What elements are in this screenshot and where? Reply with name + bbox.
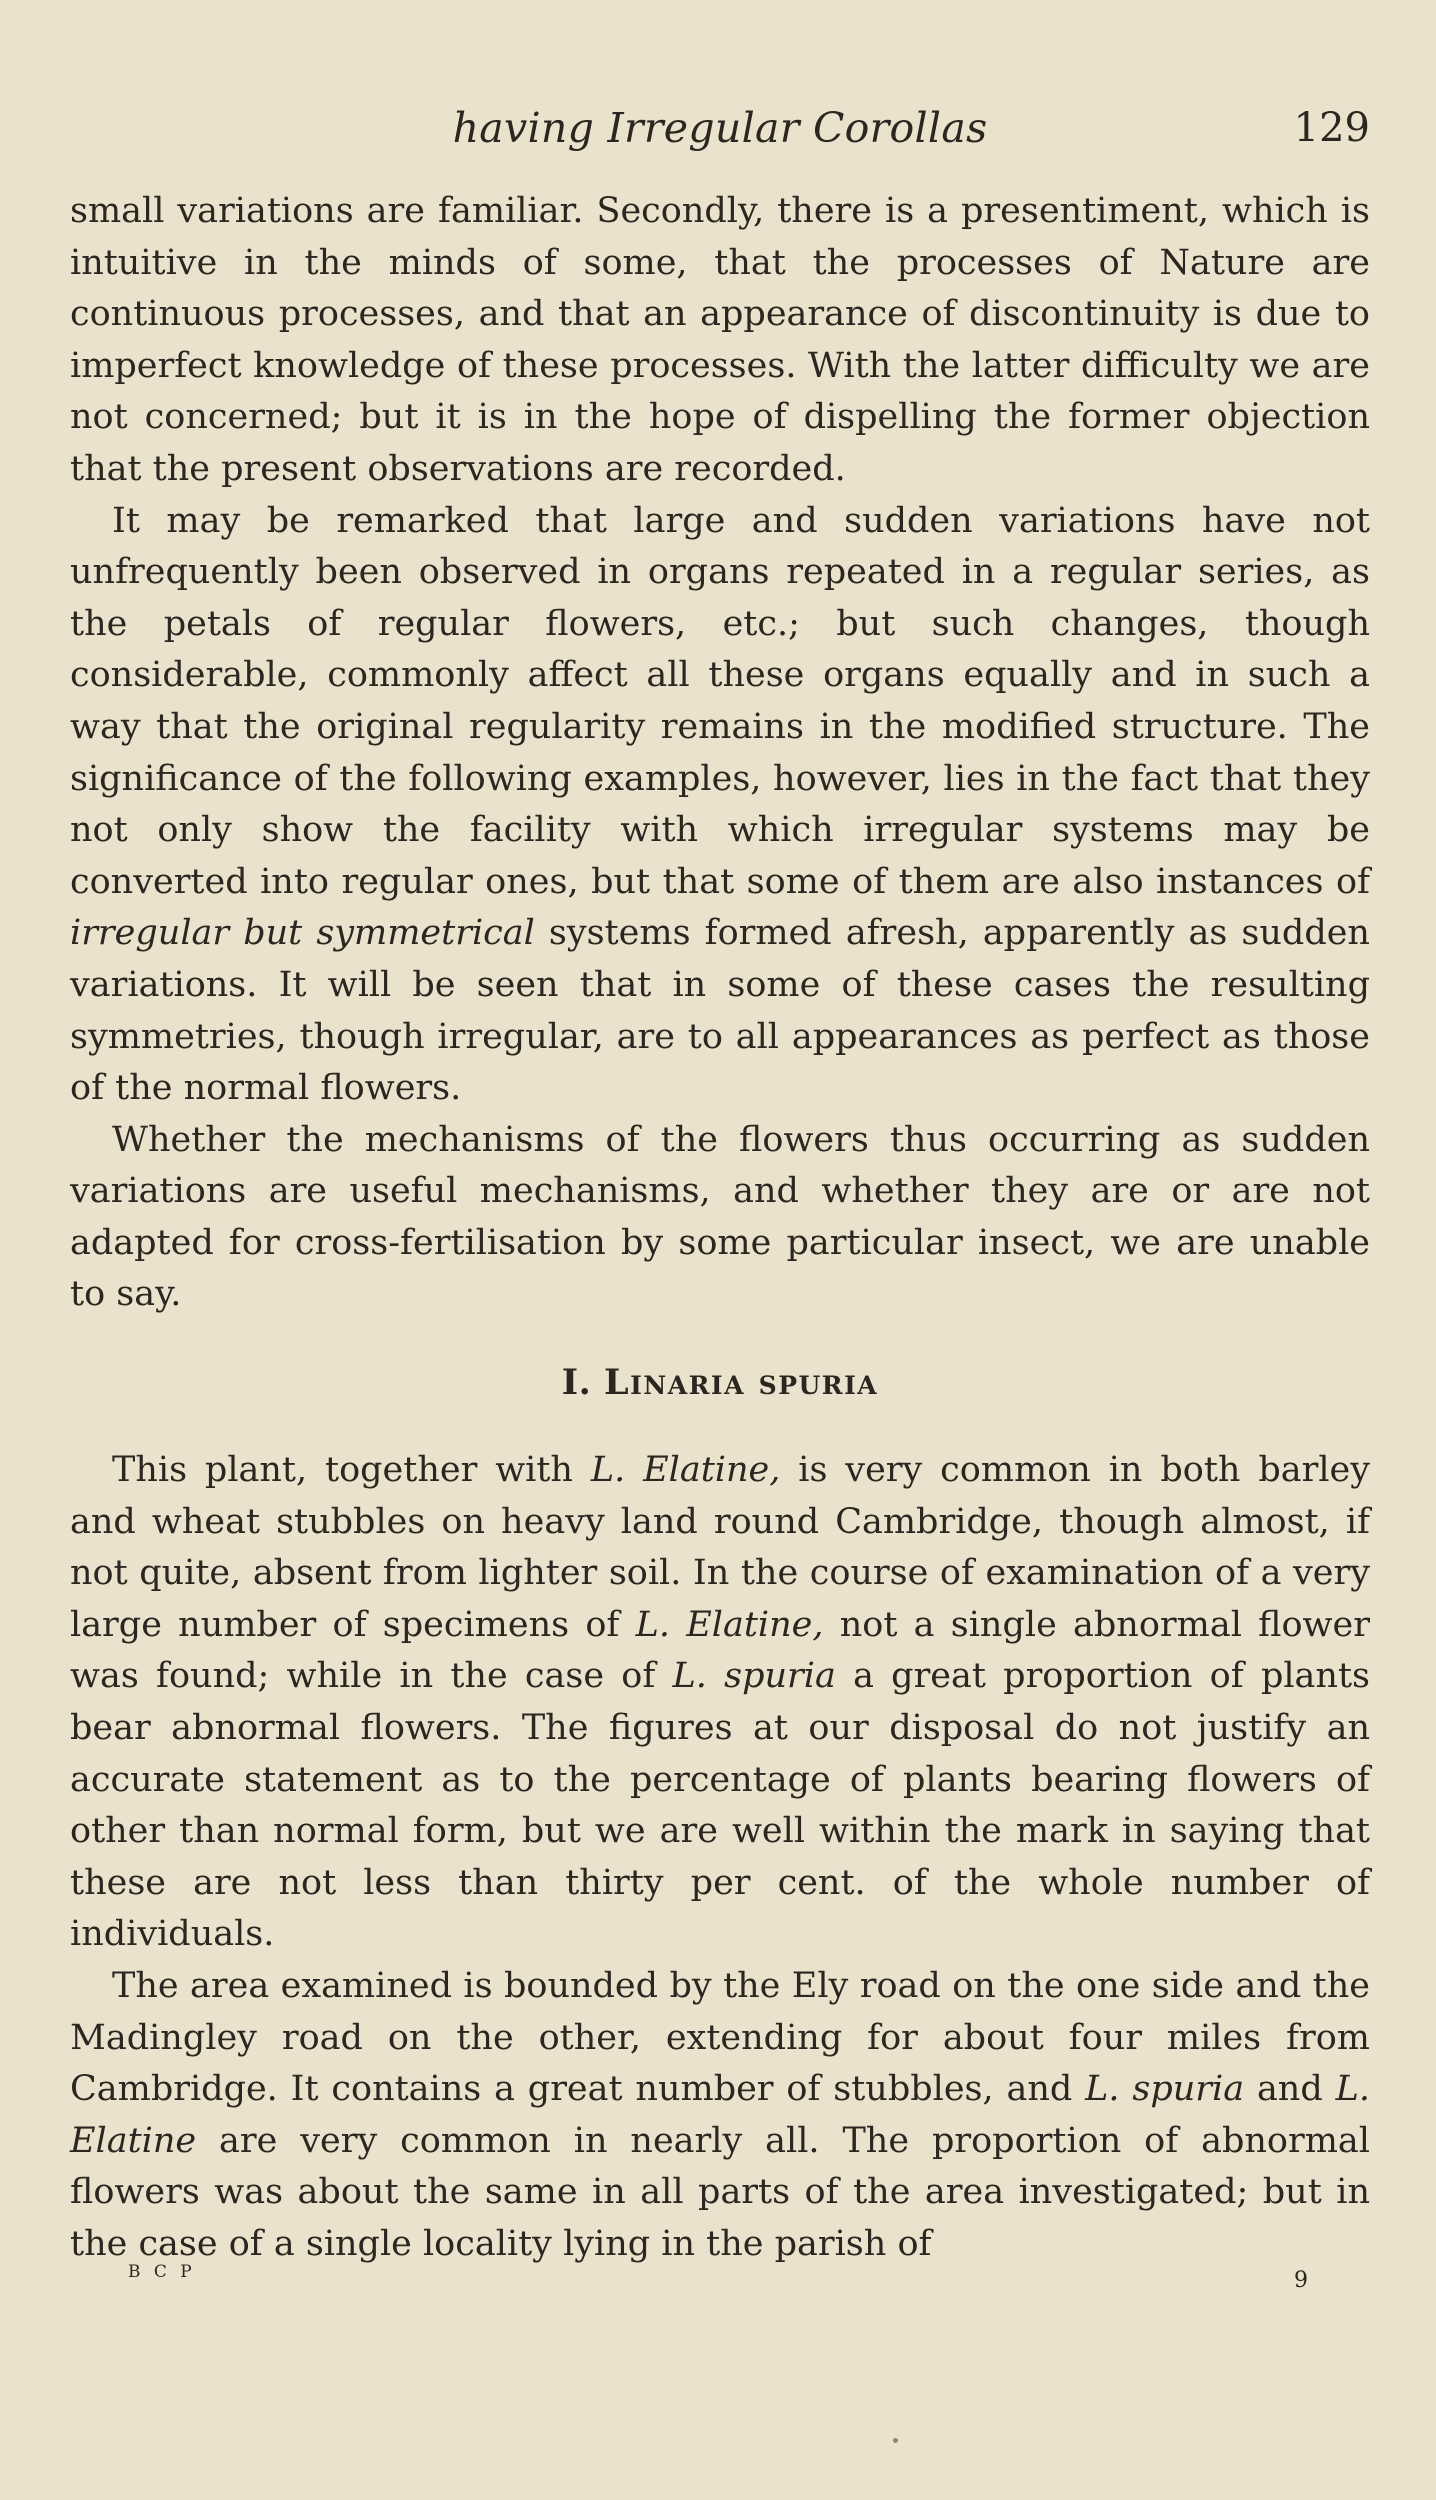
section-heading bbox=[70, 1357, 1370, 1409]
species-name-spuria: L. spuria bbox=[672, 1656, 836, 1697]
paragraph-3-text: Whether the mechanisms of the flowers thus occurring as sudden variations are useful mechanisms, and whether they are or are not adapted for cross-fertilisation by some particular insect, we are unable to say. bbox=[70, 1119, 1370, 1315]
paragraph-3 bbox=[70, 1115, 1370, 1321]
paragraph-2-text-a: It may be remarked that large and sudden variations have not unfrequently been observed in organs repeated in a regular series, as the petals of regular flowers, etc.; but such changes, though considerable, commonly affect all these organs equally and in such a way that the original regularity remains in the modified structure. The significance of the following examples, however, lies in the fact that they not only show the facility with which irregular systems may be converted into regular ones, but that some of them are also instances of bbox=[70, 500, 1370, 902]
signature-mark: B C P bbox=[128, 2262, 196, 2282]
paragraph-5 bbox=[70, 1961, 1370, 2271]
paragraph-2-emphasis: irregular but symmetrical bbox=[70, 913, 535, 954]
signature-number: 9 bbox=[1294, 2268, 1308, 2293]
paragraph-1-text: small variations are familiar. Secondly, there is a presentiment, which is intuitive in the minds of some, that the processes of Nature are continuous processes, and that an appearance of discontinuity is due to imperfect knowledge of these processes. With the latter difficulty we are not concerned; but it is in the hope of dispelling the former objection that the present observations are recorded. bbox=[70, 191, 1370, 489]
section-number: I. bbox=[561, 1362, 592, 1404]
species-name-elatine-2: L. Elatine, bbox=[635, 1604, 824, 1645]
paragraph-4-text-a: This plant, together with bbox=[112, 1450, 573, 1491]
paper-speck bbox=[893, 2438, 898, 2443]
paragraph-5-text-c: are very common in nearly all. The proportion of abnormal flowers was about the same in all parts of the area investigated; but in the case of a single locality lying in the parish of bbox=[70, 2120, 1370, 2264]
paragraph-5-text-a: The area examined is bounded by the Ely road on the one side and the Madingley road on the other, extending for about four miles from Cambridge. It contains a great number of stubbles, and bbox=[70, 1966, 1370, 2110]
page-footer bbox=[128, 2262, 1308, 2302]
species-name-elatine-3: L. Elatine bbox=[70, 2069, 1370, 2161]
paragraph-4-text-c: not a single abnormal flower was found; while in the case of bbox=[70, 1604, 1370, 1697]
species-name-elatine: L. Elatine, bbox=[590, 1450, 781, 1491]
paragraph-4-text-b: is very common in both barley and wheat stubbles on heavy land round Cambridge, though almost, if not quite, absent from lighter soil. In the course of examination of a very large number of specimens of bbox=[70, 1450, 1370, 1645]
body-text bbox=[70, 186, 1370, 2271]
paragraph-2 bbox=[70, 496, 1370, 1115]
running-head bbox=[70, 98, 1370, 158]
paragraph-4-text-d: a great proportion of plants bear abnormal flowers. The figures at our disposal do not justify an accurate statement as to the percentage of plants bearing flowers of other than normal form, but we are well within the mark in saying that these are not less than thirty per cent. of the whole number of individuals. bbox=[70, 1656, 1370, 1955]
paragraph-4 bbox=[70, 1445, 1370, 1961]
section-title: Linaria spuria bbox=[604, 1362, 879, 1404]
species-name-spuria-2: L. spuria bbox=[1085, 2069, 1245, 2110]
paragraph-5-text-b: and bbox=[1256, 2069, 1323, 2110]
page-number: 129 bbox=[1293, 105, 1370, 151]
paragraph-2-text-b: systems formed afresh, apparently as sudden variations. It will be seen that in some of these cases the resulting symmetries, though irregular, are to all appearances as perfect as those of the normal flowers. bbox=[70, 913, 1370, 1109]
running-title: having Irregular Corollas bbox=[452, 104, 988, 152]
paragraph-1 bbox=[70, 186, 1370, 496]
